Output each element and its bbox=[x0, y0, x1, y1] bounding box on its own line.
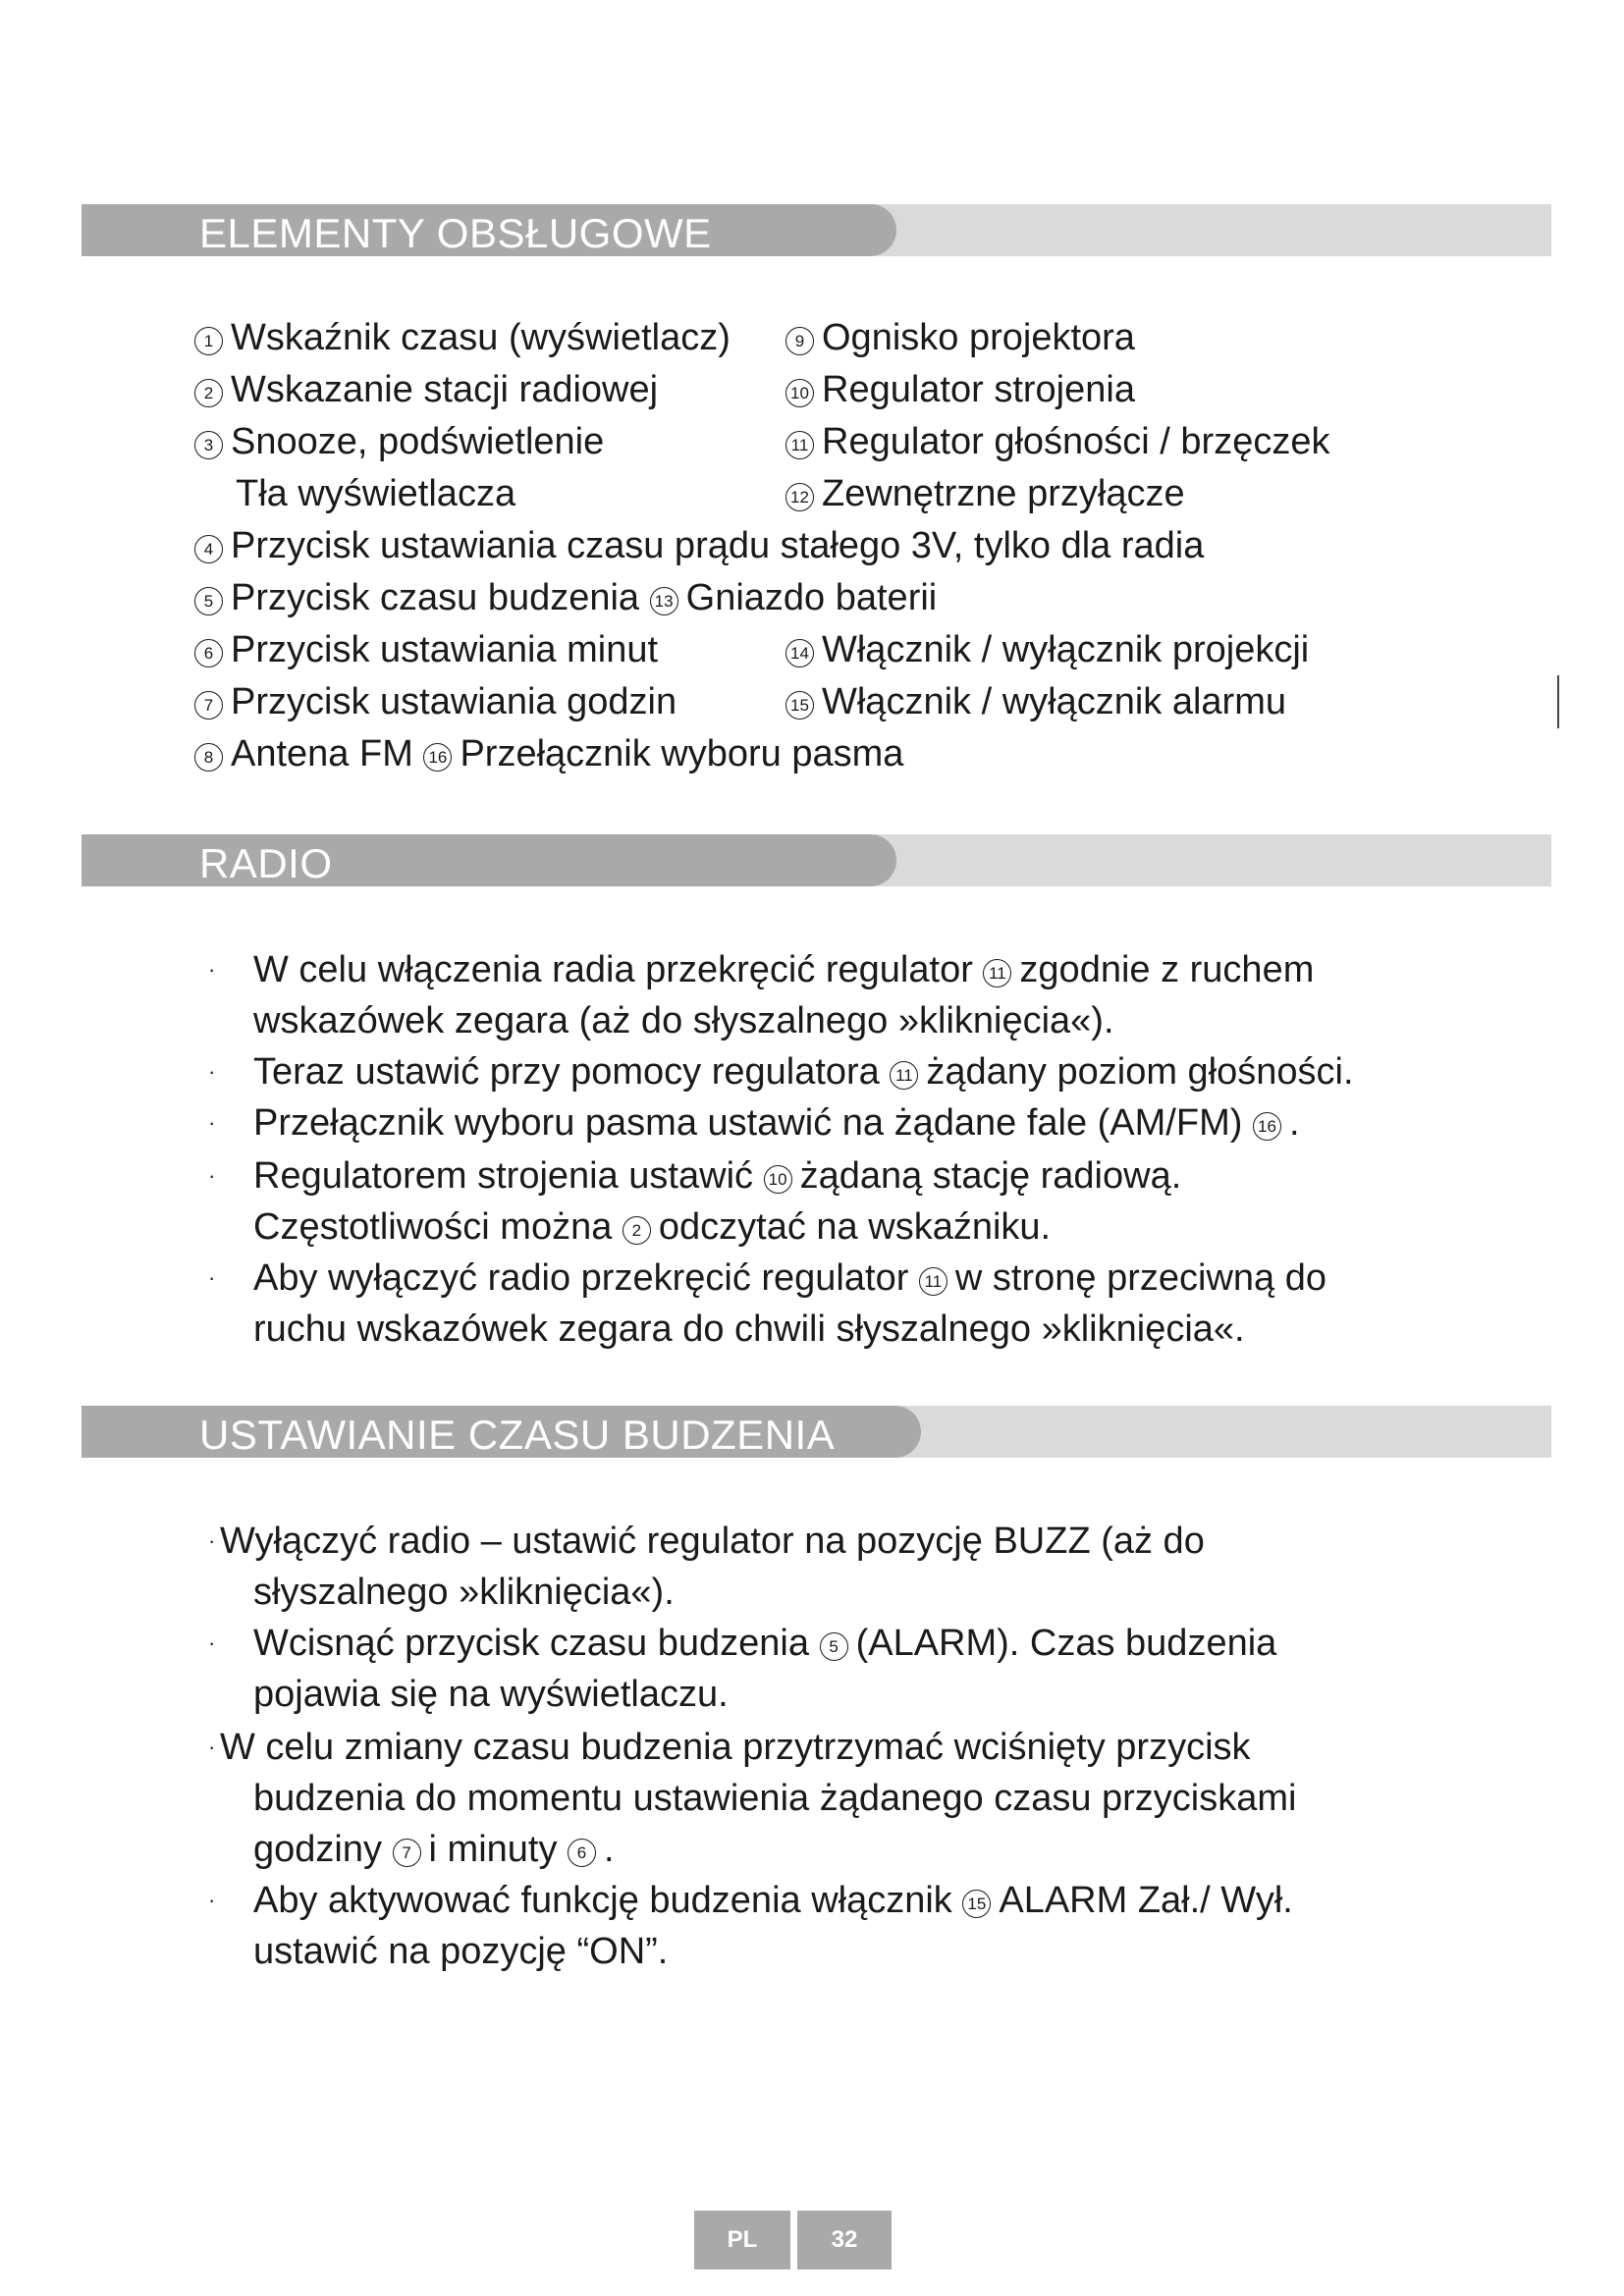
radio-instruction-continuation: ruchu wskazówek zegara do chwili słyszalnego »kliknięcia«. bbox=[253, 1308, 1245, 1350]
number-badge: 1 bbox=[194, 327, 223, 355]
control-item bbox=[194, 680, 677, 723]
alarm-instruction-continuation: słyszalnego »kliknięcia«). bbox=[253, 1572, 675, 1613]
control-label: Przycisk ustawiania czasu prądu stałego 3V, tylko dla radia bbox=[231, 525, 1205, 566]
section-title: USTAWIANIE CZASU BUDZENIA bbox=[199, 1412, 836, 1458]
number-badge: 9 bbox=[785, 327, 814, 355]
text: i minuty bbox=[428, 1829, 558, 1870]
text: żądany poziom głośności. bbox=[926, 1051, 1354, 1093]
control-item bbox=[785, 472, 1185, 515]
number-badge: 5 bbox=[194, 587, 223, 615]
control-label: Ognisko projektora bbox=[822, 317, 1135, 358]
control-item bbox=[194, 732, 903, 775]
control-item bbox=[785, 316, 1135, 359]
number-badge: 2 bbox=[194, 379, 223, 407]
radio-instruction bbox=[253, 948, 1314, 991]
language-badge: PL bbox=[694, 2211, 790, 2269]
alarm-instruction-continuation: budzenia do momentu ustawienia żądanego czasu przyciskami bbox=[253, 1778, 1297, 1819]
control-label: Włącznik / wyłącznik projekcji bbox=[822, 629, 1310, 670]
section-header-controls bbox=[81, 204, 1551, 256]
text: Regulatorem strojenia ustawić bbox=[253, 1155, 754, 1197]
radio-instruction-continuation bbox=[253, 1205, 1051, 1249]
control-label: Przycisk czasu budzenia bbox=[231, 577, 640, 618]
bullet: · bbox=[208, 1265, 216, 1290]
control-item bbox=[785, 420, 1329, 463]
control-label: Tła wyświetlacza bbox=[236, 473, 516, 514]
alarm-instruction-continuation: pojawia się na wyświetlaczu. bbox=[253, 1674, 729, 1715]
text: odczytać na wskaźniku. bbox=[658, 1206, 1052, 1248]
section-tab bbox=[81, 834, 896, 886]
control-label: Snooze, podświetlenie bbox=[231, 421, 605, 462]
control-label: Antena FM bbox=[231, 733, 413, 774]
control-item bbox=[194, 316, 731, 359]
alarm-instruction-continuation bbox=[253, 1828, 615, 1871]
section-tab bbox=[81, 204, 896, 256]
bullet: · bbox=[208, 1735, 216, 1759]
text: zgodnie z ruchem bbox=[1019, 949, 1315, 990]
control-label: Włącznik / wyłącznik alarmu bbox=[822, 681, 1286, 722]
alarm-instruction-continuation: ustawić na pozycję “ON”. bbox=[253, 1931, 669, 1972]
radio-instruction-continuation: wskazówek zegara (aż do słyszalnego »kliknięcia«). bbox=[253, 1000, 1114, 1041]
number-badge: 5 bbox=[820, 1632, 848, 1661]
text: W celu włączenia radia przekręcić regulator bbox=[253, 949, 973, 990]
number-badge: 14 bbox=[785, 639, 814, 667]
control-label: Przełącznik wyboru pasma bbox=[460, 733, 904, 774]
control-label: Przycisk ustawiania minut bbox=[231, 629, 659, 670]
bullet: · bbox=[208, 1059, 216, 1084]
number-badge: 6 bbox=[194, 639, 223, 667]
section-title: RADIO bbox=[199, 840, 333, 886]
radio-instruction bbox=[253, 1154, 1181, 1198]
alarm-instruction bbox=[253, 1622, 1276, 1665]
number-badge: 3 bbox=[194, 431, 223, 459]
number-badge: 7 bbox=[393, 1839, 421, 1867]
text: Częstotliwości można bbox=[253, 1206, 613, 1248]
text: Aby wyłączyć radio przekręcić regulator bbox=[253, 1257, 909, 1299]
section-title: ELEMENTY OBSŁUGOWE bbox=[199, 210, 712, 256]
text: Wcisnąć przycisk czasu budzenia bbox=[253, 1623, 809, 1664]
control-item bbox=[785, 628, 1309, 671]
text: Teraz ustawić przy pomocy regulatora bbox=[253, 1051, 880, 1093]
text: ALARM Zał./ Wył. bbox=[999, 1880, 1293, 1921]
bullet: · bbox=[208, 957, 216, 982]
section-header-radio bbox=[81, 834, 1551, 886]
text: godziny bbox=[253, 1829, 382, 1870]
text: żądaną stację radiową. bbox=[799, 1155, 1182, 1197]
alarm-instruction bbox=[253, 1879, 1293, 1922]
number-badge: 8 bbox=[194, 743, 223, 772]
number-badge: 7 bbox=[194, 691, 223, 720]
margin-line bbox=[1557, 675, 1559, 728]
control-item-continuation bbox=[236, 472, 515, 515]
number-badge: 11 bbox=[890, 1061, 918, 1090]
control-item bbox=[194, 576, 937, 619]
number-badge: 10 bbox=[764, 1165, 792, 1194]
bullet: · bbox=[208, 1630, 216, 1655]
alarm-instruction: Wyłączyć radio – ustawić regulator na pozycję BUZZ (aż do bbox=[220, 1521, 1205, 1562]
number-badge: 15 bbox=[785, 691, 814, 720]
number-badge: 11 bbox=[919, 1267, 947, 1296]
bullet: · bbox=[208, 1110, 216, 1135]
section-header-alarm bbox=[81, 1406, 1551, 1458]
control-item bbox=[785, 368, 1135, 411]
text: w stronę przeciwną do bbox=[954, 1257, 1326, 1299]
radio-instruction bbox=[253, 1101, 1300, 1145]
number-badge: 16 bbox=[1253, 1112, 1281, 1141]
control-label: Przycisk ustawiania godzin bbox=[231, 681, 677, 722]
number-badge: 6 bbox=[568, 1839, 596, 1867]
text: Aby aktywować funkcję budzenia włącznik bbox=[253, 1880, 952, 1921]
page-number: 32 bbox=[797, 2211, 892, 2269]
control-item bbox=[194, 420, 604, 463]
radio-instruction bbox=[253, 1050, 1354, 1094]
control-label: Gniazdo baterii bbox=[685, 577, 938, 618]
number-badge: 13 bbox=[650, 587, 678, 615]
number-badge: 2 bbox=[623, 1216, 651, 1245]
text: . bbox=[604, 1829, 615, 1870]
number-badge: 11 bbox=[983, 959, 1011, 988]
control-label: Wskaźnik czasu (wyświetlacz) bbox=[231, 317, 731, 358]
control-label: Zewnętrzne przyłącze bbox=[822, 473, 1185, 514]
number-badge: 10 bbox=[785, 379, 814, 407]
bullet: · bbox=[208, 1888, 216, 1912]
control-label: Regulator strojenia bbox=[822, 369, 1135, 410]
control-label: Regulator głośności / brzęczek bbox=[822, 421, 1330, 462]
number-badge: 16 bbox=[423, 743, 452, 772]
control-item bbox=[785, 680, 1286, 723]
number-badge: 11 bbox=[785, 431, 814, 459]
number-badge: 12 bbox=[785, 483, 814, 511]
bullet: · bbox=[208, 1528, 216, 1553]
control-item bbox=[194, 524, 1204, 567]
control-item bbox=[194, 368, 658, 411]
bullet: · bbox=[208, 1163, 216, 1188]
alarm-instruction: W celu zmiany czasu budzenia przytrzymać wciśnięty przycisk bbox=[220, 1727, 1251, 1768]
radio-instruction bbox=[253, 1256, 1326, 1300]
number-badge: 4 bbox=[194, 535, 223, 563]
text: Przełącznik wyboru pasma ustawić na żądane fale (AM/FM) bbox=[253, 1102, 1243, 1144]
number-badge: 15 bbox=[962, 1890, 991, 1918]
text: (ALARM). Czas budzenia bbox=[855, 1623, 1277, 1664]
section-tab bbox=[81, 1406, 921, 1458]
text: . bbox=[1288, 1102, 1300, 1144]
control-label: Wskazanie stacji radiowej bbox=[231, 369, 659, 410]
control-item bbox=[194, 628, 658, 671]
